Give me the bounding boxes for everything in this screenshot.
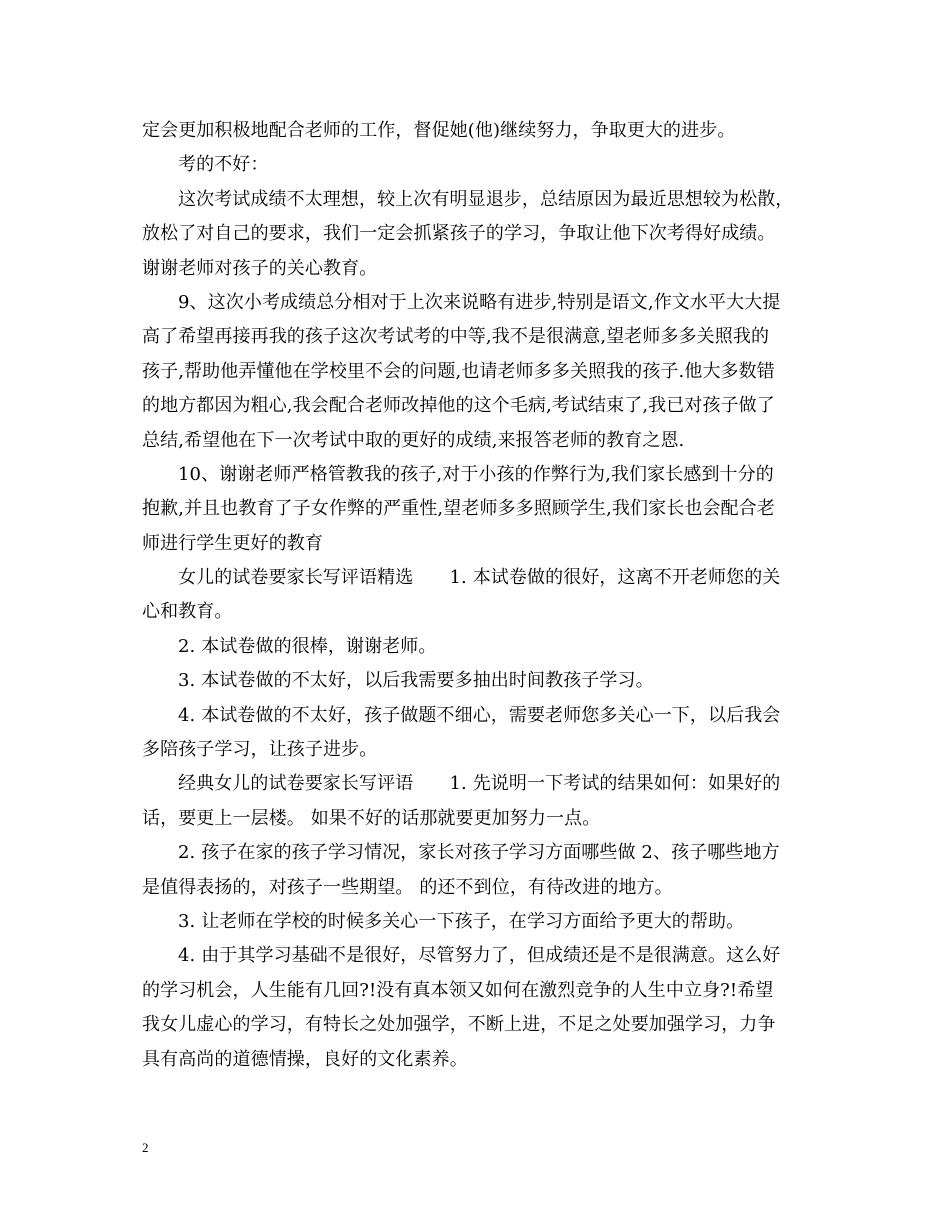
text-line: 多陪孩子学习，让孩子进步。 [142, 739, 378, 761]
text-line: 师进行学生更好的教育 [142, 532, 323, 554]
text-line: 谢谢老师对孩子的关心教育。 [142, 257, 378, 279]
text-line: 3. 让老师在学校的时候多关心一下孩子，在学习方面给予更大的帮助。 [178, 910, 745, 932]
text-line: 这次考试成绩不太理想，较上次有明显退步，总结原因为最近思想较为松散， [178, 188, 794, 210]
text-line: 高了希望再接再我的孩子这次考试考的中等,我不是很满意,望老师多多关照我的 [142, 326, 770, 348]
text-line: 定会更加积极地配合老师的工作，督促她(他)继续努力，争取更大的进步。 [142, 120, 736, 141]
text-line: 抱歉,并且也教育了子女作弊的严重性,望老师多多照顾学生,我们家长也会配合老 [142, 498, 775, 520]
text-line: 4. 由于其学习基础不是很好，尽管努力了，但成绩还是不是很满意。这么好 [178, 945, 781, 967]
text-line: 女儿的试卷要家长写评语精选 1. 本试卷做的很好，这离不开老师您的关 [178, 567, 781, 589]
text-line: 2. 本试卷做的很棒，谢谢老师。 [178, 635, 437, 657]
text-line: 总结,希望他在下一次考试中取的更好的成绩,来报答老师的教育之恩. [142, 429, 685, 451]
text-line: 9、这次小考成绩总分相对于上次来说略有进步,特别是语文,作文水平大大提 [178, 291, 781, 313]
text-line: 10、谢谢老师严格管教我的孩子,对于小孩的作弊行为,我们家长感到十分的 [178, 463, 774, 485]
text-line: 话，要更上一层楼。 如果不好的话那就要更加努力一点。 [142, 807, 601, 829]
text-line: 的学习机会，人生能有几回?!没有真本领又如何在激烈竞争的人生中立身?!希望 [142, 979, 774, 1001]
text-line: 我女儿虚心的学习，有特长之处加强学，不断上进，不足之处要加强学习，力争 [142, 1014, 776, 1036]
text-line: 考的不好： [178, 154, 269, 176]
page-number: 2 [142, 1140, 149, 1155]
text-line: 孩子,帮助他弄懂他在学校里不会的问题,也请老师多多关照我的孩子.他大多数错 [142, 360, 775, 382]
text-line: 放松了对自己的要求，我们一定会抓紧孩子的学习，争取让他下次考得好成绩。 [142, 223, 776, 245]
document-body [142, 114, 826, 1077]
text-line: 2. 孩子在家的孩子学习情况，家长对孩子学习方面哪些做 2、孩子哪些地方 [178, 842, 780, 864]
text-line: 4. 本试卷做的不太好，孩子做题不细心，需要老师您多关心一下，以后我会 [178, 704, 781, 726]
text-line: 心和教育。 [142, 601, 233, 623]
text-line: 具有高尚的道德情操，良好的文化素养。 [142, 1048, 468, 1070]
text-line: 经典女儿的试卷要家长写评语 1. 先说明一下考试的结果如何：如果好的 [178, 773, 781, 795]
text-line: 是值得表扬的，对孩子一些期望。 的还不到位，有待改进的地方。 [142, 876, 673, 898]
text-line: 的地方都因为粗心,我会配合老师改掉他的这个毛病,考试结束了,我已对孩子做了 [142, 395, 775, 417]
text-line: 3. 本试卷做的不太好，以后我需要多抽出时间教孩子学习。 [178, 670, 654, 692]
